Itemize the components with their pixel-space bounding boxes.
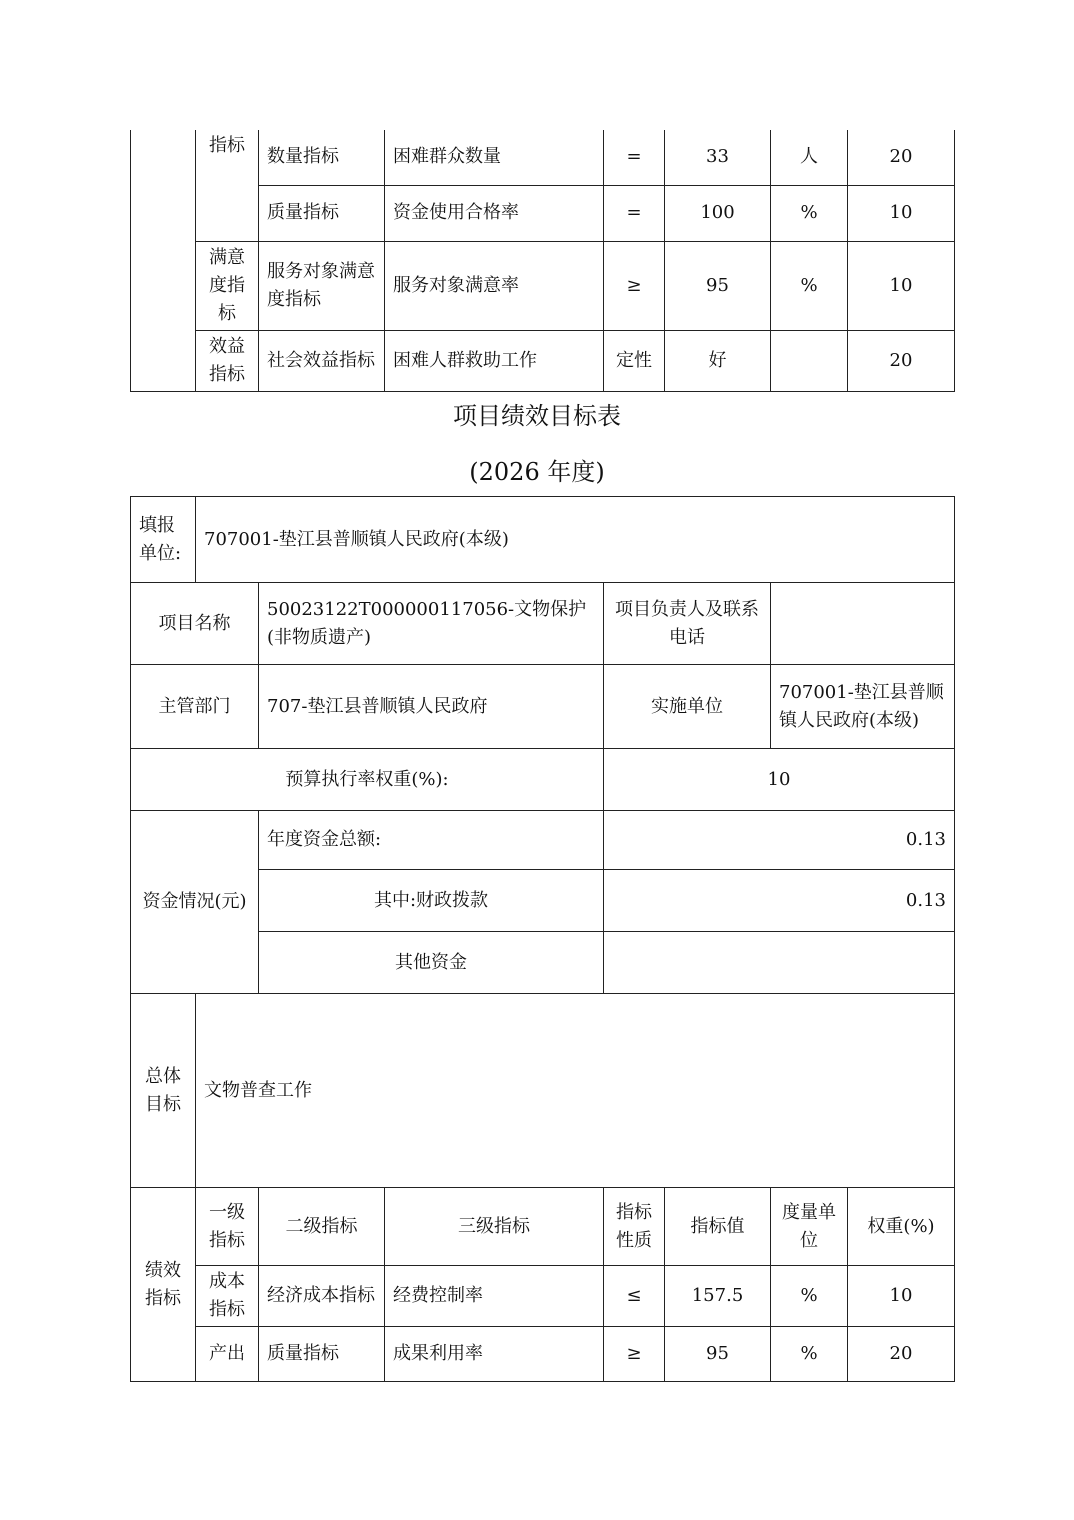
funds-fiscal-label: 其中:财政拨款 [259,870,604,932]
table-row [131,665,955,749]
goal-value: 文物普查工作 [196,994,955,1188]
perf-label: 绩效指标 [131,1188,196,1382]
funds-other-value [604,932,955,994]
funds-label: 资金情况(元) [131,811,259,994]
dept-value: 707-垫江县普顺镇人民政府 [259,665,604,749]
level2-cell: 经济成本指标 [259,1266,385,1327]
level3-cell: 经费控制率 [385,1266,604,1327]
level1-cell: 满意度指标 [196,241,259,330]
level2-cell: 质量指标 [259,1327,385,1382]
weight-cell: 10 [848,185,955,241]
level1-cell: 成本指标 [196,1266,259,1327]
project-name-label: 项目名称 [131,583,259,665]
table-row [131,583,955,665]
level2-cell: 社会效益指标 [259,330,385,391]
table-row [131,130,955,185]
nature-cell: ≥ [604,1327,665,1382]
header-nature: 指标性质 [604,1188,665,1266]
weight-cell: 20 [848,130,955,185]
impl-value: 707001-垫江县普顺镇人民政府(本级) [771,665,955,749]
table-row [131,1266,955,1327]
table-row [131,994,955,1188]
level1-cell: 指标 [196,130,259,241]
value-cell: 157.5 [665,1266,771,1327]
page-title: 项目绩效目标表 [453,402,621,430]
table-row [131,241,955,330]
nature-cell: ≥ [604,241,665,330]
weight-cell: 10 [848,1266,955,1327]
value-cell: 95 [665,1327,771,1382]
unit-value: 707001-垫江县普顺镇人民政府(本级) [196,497,955,583]
unit-cell: 人 [771,130,848,185]
level3-cell: 资金使用合格率 [385,185,604,241]
blank-cell [131,130,196,391]
funds-total-value: 0.13 [604,811,955,870]
weight-cell: 20 [848,1327,955,1382]
prev-performance-table [130,130,955,392]
unit-label: 填报单位: [131,497,196,583]
level3-cell: 困难群众数量 [385,130,604,185]
unit-cell: % [771,1327,848,1382]
unit-cell [771,330,848,391]
contact-label: 项目负责人及联系电话 [604,583,771,665]
header-unit: 度量单位 [771,1188,848,1266]
unit-cell: % [771,185,848,241]
level2-cell: 服务对象满意度指标 [259,241,385,330]
header-value: 指标值 [665,1188,771,1266]
impl-label: 实施单位 [604,665,771,749]
dept-label: 主管部门 [131,665,259,749]
contact-value [771,583,955,665]
nature-cell: = [604,185,665,241]
value-cell: 好 [665,330,771,391]
budget-rate-value: 10 [604,749,955,811]
value-cell: 100 [665,185,771,241]
nature-cell: 定性 [604,330,665,391]
header-weight: 权重(%) [848,1188,955,1266]
table-header-row [131,1188,955,1266]
level1-cell: 效益指标 [196,330,259,391]
page-subtitle-year: (2026 年度) [469,458,605,486]
header-level2: 二级指标 [259,1188,385,1266]
level2-cell: 数量指标 [259,130,385,185]
level2-cell: 质量指标 [259,185,385,241]
level3-cell: 困难人群救助工作 [385,330,604,391]
goal-label: 总体目标 [131,994,196,1188]
table-row [131,330,955,391]
funds-other-label: 其他资金 [259,932,604,994]
performance-target-table [130,496,955,1382]
header-level1: 一级指标 [196,1188,259,1266]
project-name-value: 50023122T000000117056-文物保护(非物质遗产) [259,583,604,665]
nature-cell: = [604,130,665,185]
value-cell: 33 [665,130,771,185]
table-row [131,749,955,811]
nature-cell: ≤ [604,1266,665,1327]
funds-fiscal-value: 0.13 [604,870,955,932]
level1-cell: 产出 [196,1327,259,1382]
table-row [131,811,955,870]
budget-rate-label: 预算执行率权重(%): [131,749,604,811]
level3-cell: 成果利用率 [385,1327,604,1382]
unit-cell: % [771,1266,848,1327]
value-cell: 95 [665,241,771,330]
table-row [131,497,955,583]
header-level3: 三级指标 [385,1188,604,1266]
funds-total-label: 年度资金总额: [259,811,604,870]
weight-cell: 10 [848,241,955,330]
weight-cell: 20 [848,330,955,391]
unit-cell: % [771,241,848,330]
level3-cell: 服务对象满意率 [385,241,604,330]
table-row [131,1327,955,1382]
